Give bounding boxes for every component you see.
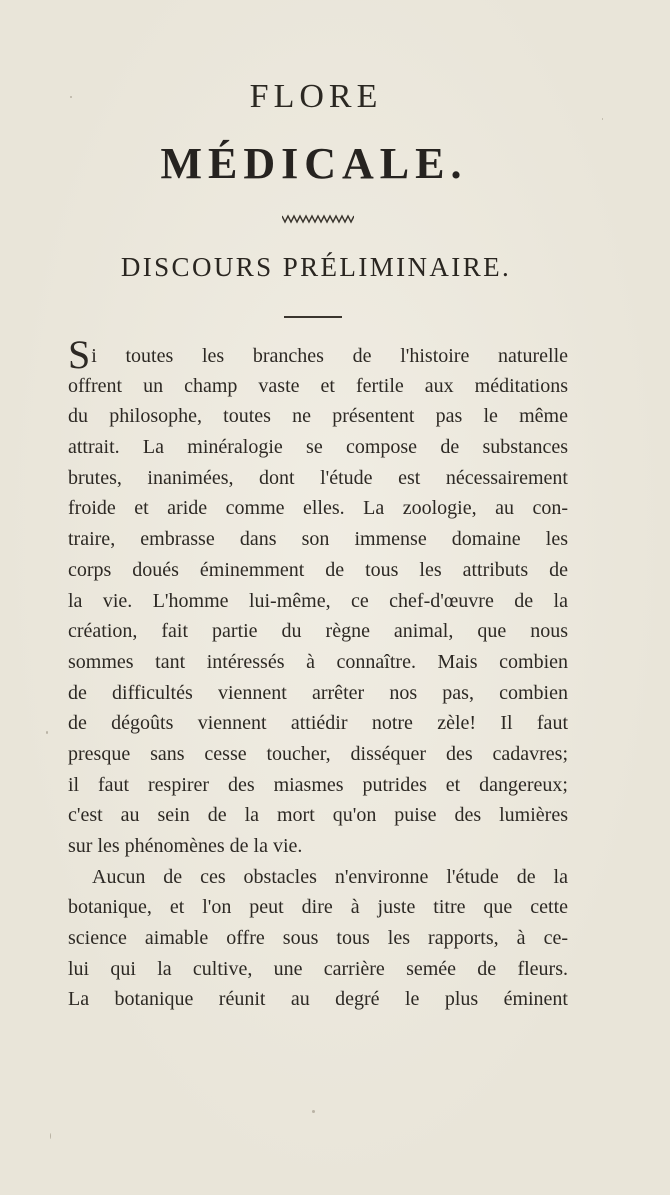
text-line: traire, embrasse dans son immense domaine les	[68, 528, 568, 551]
text-line: froide et aride comme elles. La zoologie, au con-	[68, 497, 568, 520]
text-line: du philosophe, toutes ne présentent pas le même	[68, 405, 568, 428]
text-line: attrait. La minéralogie se compose de substances	[68, 436, 568, 459]
short-rule	[284, 316, 342, 318]
text-line: de dégoûts viennent attiédir notre zèle! Il faut	[68, 712, 568, 735]
text-line: presque sans cesse toucher, disséquer des cadavres;	[68, 742, 568, 765]
text-line: science aimable offre sous tous les rapports, à ce-	[68, 927, 568, 950]
body-text	[68, 332, 568, 1015]
text-line: botanique, et l'on peut dire à juste titre que cette	[68, 896, 568, 919]
text-line: offrent un champ vaste et fertile aux méditations	[68, 374, 568, 397]
text-line: la vie. L'homme lui-même, ce chef-d'œuvre de la	[68, 589, 568, 612]
text-line: corps doués éminemment de tous les attributs de	[68, 558, 568, 581]
text-line: Si toutes les branches de l'histoire naturelle	[68, 332, 568, 377]
text-line: il faut respirer des miasmes putrides et dangereux;	[68, 773, 568, 796]
drop-cap: S	[68, 332, 91, 377]
text-line: sommes tant intéressés à connaître. Mais combien	[68, 650, 568, 673]
section-title: DISCOURS PRÉLIMINAIRE.	[120, 252, 512, 282]
title-medicale: MÉDICALE.	[160, 139, 468, 188]
text-line: création, fait partie du règne animal, que nous	[68, 620, 568, 643]
text-line: lui qui la cultive, une carrière semée de fleurs.	[68, 957, 568, 980]
text-line: La botanique réunit au degré le plus éminent	[68, 988, 568, 1011]
text-line: c'est au sein de la mort qu'on puise des lumières	[68, 804, 568, 827]
text-line: sur les phénomènes de la vie.	[68, 835, 303, 857]
ornament-divider	[282, 213, 354, 225]
text-line: de difficultés viennent arrêter nos pas, combien	[68, 681, 568, 704]
title-flore: FLORE	[249, 78, 383, 115]
text-line: brutes, inanimées, dont l'étude est nécessairement	[68, 466, 568, 489]
text-line: Aucun de ces obstacles n'environne l'étude de la	[92, 865, 568, 888]
